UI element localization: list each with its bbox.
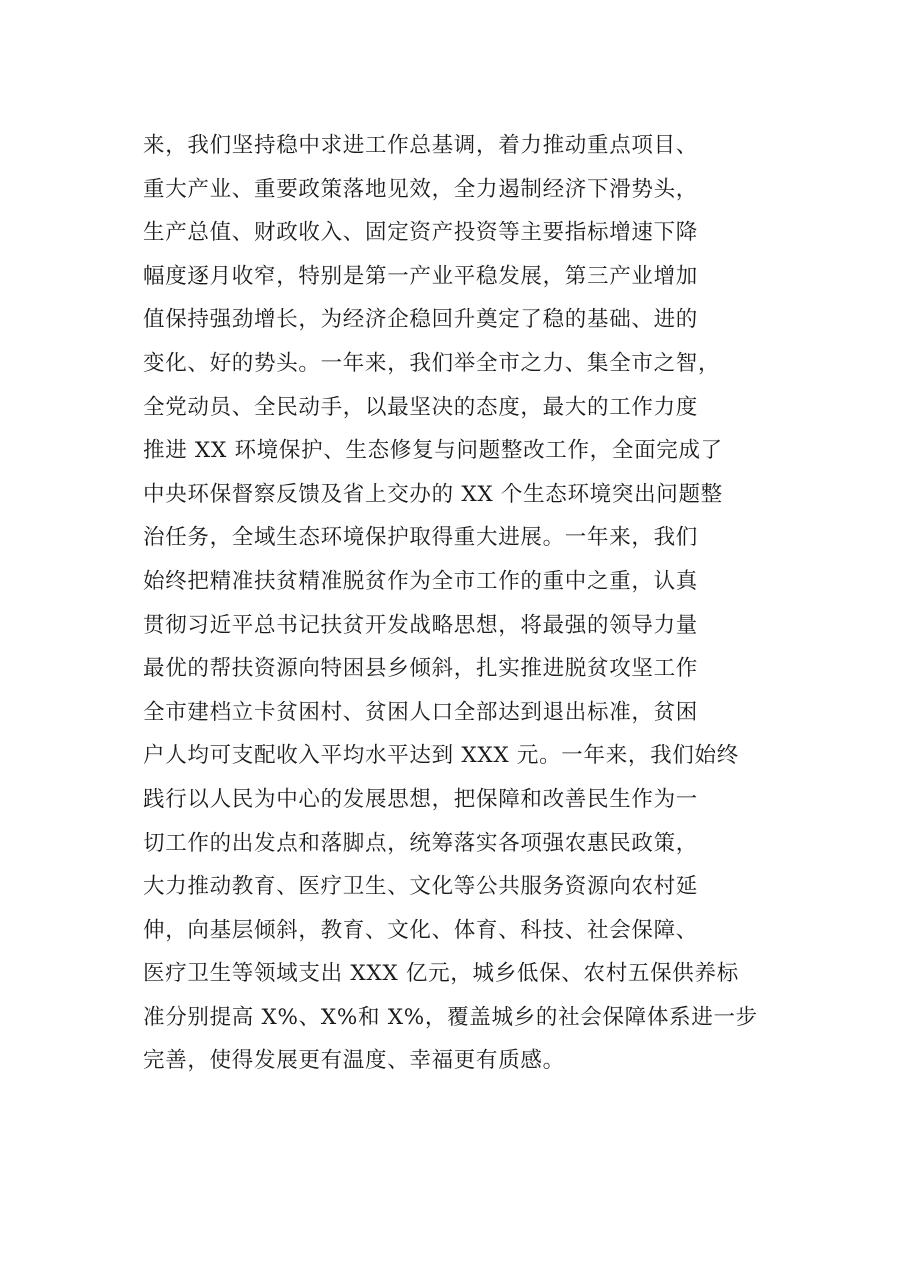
text-line: 幅度逐月收窄，特别是第一产业平稳发展，第三产业增加 — [143, 263, 699, 289]
body-paragraph — [143, 124, 843, 1083]
text-line: 推进 XX 环境保护、生态修复与问题整改工作，全面完成了 — [143, 438, 723, 464]
text-line: 重大产业、重要政策落地见效，全力遏制经济下滑势头， — [143, 176, 699, 202]
text-line: 始终把精准扶贫精准脱贫作为全市工作的重中之重，认真 — [143, 568, 699, 594]
text-line: 值保持强劲增长，为经济企稳回升奠定了稳的基础、进的 — [143, 307, 699, 333]
text-line: 大力推动教育、医疗卫生、文化等公共服务资源向农村延 — [143, 874, 699, 900]
text-line: 伸，向基层倾斜，教育、文化、体育、科技、社会保障、 — [143, 917, 699, 943]
text-line: 全市建档立卡贫困村、贫困人口全部达到退出标准，贫困 — [143, 699, 699, 725]
text-line: 变化、好的势头。一年来，我们举全市之力、集全市之智， — [143, 350, 721, 376]
text-line: 切工作的出发点和落脚点，统筹落实各项强农惠民政策， — [143, 830, 699, 856]
text-line: 医疗卫生等领域支出 XXX 亿元，城乡低保、农村五保供养标 — [143, 961, 739, 987]
text-line: 来，我们坚持稳中求进工作总基调，着力推动重点项目、 — [143, 133, 699, 158]
text-line: 完善，使得发展更有温度、幸福更有质感。 — [143, 1048, 565, 1074]
text-line: 贯彻习近平总书记扶贫开发战略思想，将最强的领导力量 — [143, 612, 699, 638]
text-line: 中央环保督察反馈及省上交办的 XX 个生态环境突出问题整 — [143, 481, 723, 507]
text-line: 全党动员、全民动手，以最坚决的态度，最大的工作力度 — [143, 394, 699, 420]
text-line: 户人均可支配收入平均水平达到 XXX 元。一年来，我们始终 — [143, 743, 739, 769]
text-line: 践行以人民为中心的发展思想，把保障和改善民生作为一 — [143, 786, 699, 812]
text-line: 生产总值、财政收入、固定资产投资等主要指标增速下降 — [143, 220, 699, 246]
text-line: 最优的帮扶资源向特困县乡倾斜，扎实推进脱贫攻坚工作 — [143, 656, 699, 682]
text-line: 准分别提高 X%、X%和 X%，覆盖城乡的社会保障体系进一步 — [143, 1004, 758, 1030]
text-line: 治任务，全域生态环境保护取得重大进展。一年来，我们 — [143, 525, 699, 551]
